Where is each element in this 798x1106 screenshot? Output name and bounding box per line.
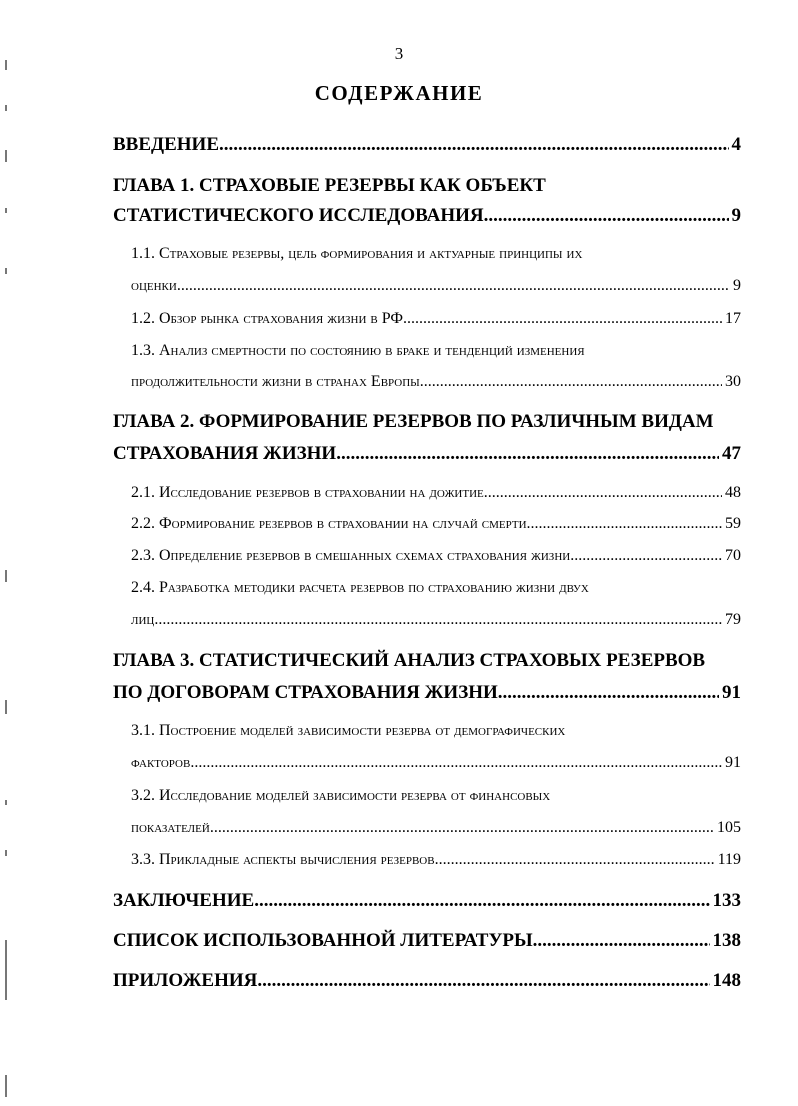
dot-leader	[533, 931, 710, 950]
toc-chapter-1-title-line1: ГЛАВА 1. СТРАХОВЫЕ РЕЗЕРВЫ КАК ОБЪЕКТ	[113, 175, 546, 196]
scan-mark	[5, 570, 7, 582]
dot-leader	[177, 278, 730, 294]
toc-entry-chapter-1[interactable]	[113, 206, 741, 225]
dot-leader	[527, 516, 722, 532]
dot-leader	[484, 206, 729, 225]
toc-entry-introduction[interactable]	[113, 135, 741, 154]
toc-entry-appendices[interactable]	[113, 971, 741, 990]
toc-entry-page: 79	[725, 611, 741, 628]
toc-entry-chapter-2[interactable]	[113, 444, 741, 463]
toc-section-1-3-title-line1: 1.3. Анализ смертности по состоянию в браке и тенденций изменения	[131, 342, 585, 359]
toc-entry-page: 47	[722, 443, 741, 464]
toc-entry-title: СТРАХОВАНИЯ ЖИЗНИ	[113, 443, 337, 464]
dot-leader	[420, 374, 722, 390]
toc-entry-title: ПРИЛОЖЕНИЯ	[113, 970, 258, 991]
scan-mark	[5, 268, 7, 274]
scan-mark	[5, 60, 7, 70]
toc-entry-page: 48	[725, 484, 741, 501]
dot-leader	[154, 612, 722, 628]
toc-entry-title: лиц	[131, 611, 155, 628]
toc-entry-section-3-3[interactable]	[131, 852, 741, 868]
toc-entry-page: 59	[725, 515, 741, 532]
toc-entry-title: показателей	[131, 819, 210, 836]
toc-entry-title: 2.1. Исследование резервов в страховании на дожитие	[131, 484, 484, 501]
toc-entry-page: 9	[731, 205, 741, 226]
scan-mark	[5, 850, 7, 856]
toc-entry-title: 2.3. Определение резервов в смешанных схемах страхования жизни	[131, 547, 571, 564]
scan-mark	[5, 940, 7, 1000]
dot-leader	[484, 485, 722, 501]
toc-entry-page: 105	[717, 819, 741, 836]
toc-entry-title: ВВЕДЕНИЕ	[113, 134, 219, 155]
toc-entry-section-2-4[interactable]	[131, 612, 741, 628]
toc-chapter-2-title-line1: ГЛАВА 2. ФОРМИРОВАНИЕ РЕЗЕРВОВ ПО РАЗЛИЧНЫМ ВИДАМ	[113, 411, 714, 432]
toc-entry-title: 1.2. Обзор рынка страхования жизни в РФ	[131, 310, 404, 327]
toc-entry-title: ЗАКЛЮЧЕНИЕ	[113, 890, 255, 911]
toc-entry-section-1-1[interactable]	[131, 278, 741, 294]
scan-mark	[5, 208, 7, 213]
toc-entry-section-2-1[interactable]	[131, 485, 741, 501]
scan-mark	[5, 800, 7, 805]
toc-entry-page: 119	[717, 851, 741, 868]
toc-entry-title: СПИСОК ИСПОЛЬЗОВАННОЙ ЛИТЕРАТУРЫ	[113, 930, 533, 951]
page-number: 3	[394, 44, 404, 63]
dot-leader	[336, 444, 719, 463]
toc-entry-page: 9	[733, 277, 741, 294]
toc-entry-page: 30	[725, 373, 741, 390]
dot-leader	[570, 548, 722, 564]
toc-entry-page: 133	[712, 890, 741, 911]
toc-entry-section-2-2[interactable]	[131, 516, 741, 532]
dot-leader	[210, 820, 714, 836]
toc-entry-page: 70	[725, 547, 741, 564]
toc-chapter-3-title-line1: ГЛАВА 3. СТАТИСТИЧЕСКИЙ АНАЛИЗ СТРАХОВЫХ РЕЗЕРВОВ	[113, 650, 706, 671]
toc-entry-page: 17	[725, 310, 741, 327]
toc-entry-section-2-3[interactable]	[131, 548, 741, 564]
toc-entry-page: 148	[712, 970, 741, 991]
toc-section-3-2-title-line1: 3.2. Исследование моделей зависимости резерва от финансовых	[131, 787, 551, 804]
toc-entry-conclusion[interactable]	[113, 891, 741, 910]
toc-entry-title: факторов	[131, 754, 191, 771]
toc-entry-title: 2.2. Формирование резервов в страховании на случай смерти	[131, 515, 527, 532]
toc-section-1-1-title-line1: 1.1. Страховые резервы, цель формирования и актуарные принципы их	[131, 245, 583, 262]
toc-section-2-4-title-line1: 2.4. Разработка методики расчета резервов по страхованию жизни двух	[131, 579, 589, 596]
dot-leader	[219, 135, 729, 154]
toc-entry-page: 4	[731, 134, 741, 155]
scan-mark	[5, 105, 7, 111]
toc-entry-title: продолжительности жизни в странах Европы	[131, 373, 420, 390]
dot-leader	[435, 852, 715, 868]
toc-entry-title: 3.3. Прикладные аспекты вычисления резервов	[131, 851, 435, 868]
toc-entry-section-1-2[interactable]	[131, 311, 741, 327]
scan-mark	[5, 700, 7, 714]
toc-entry-page: 91	[722, 682, 741, 703]
dot-leader	[498, 683, 719, 702]
toc-entry-references[interactable]	[113, 931, 741, 950]
toc-entry-section-3-1[interactable]	[131, 755, 741, 771]
toc-entry-page: 138	[712, 930, 741, 951]
scan-mark	[5, 150, 7, 162]
toc-entry-page: 91	[725, 754, 741, 771]
dot-leader	[257, 971, 709, 990]
toc-entry-chapter-3[interactable]	[113, 683, 741, 702]
dot-leader	[190, 755, 722, 771]
toc-section-3-1-title-line1: 3.1. Построение моделей зависимости резерва от демографических	[131, 722, 566, 739]
dot-leader	[403, 311, 722, 327]
toc-entry-title: оценки	[131, 277, 177, 294]
toc-title: СОДЕРЖАНИЕ	[314, 81, 484, 105]
dot-leader	[254, 891, 709, 910]
toc-entry-title: ПО ДОГОВОРАМ СТРАХОВАНИЯ ЖИЗНИ	[113, 682, 498, 703]
toc-entry-title: СТАТИСТИЧЕСКОГО ИССЛЕДОВАНИЯ	[113, 205, 484, 226]
scan-mark	[5, 1075, 7, 1097]
toc-entry-section-3-2[interactable]	[131, 820, 741, 836]
toc-entry-section-1-3[interactable]	[131, 374, 741, 390]
